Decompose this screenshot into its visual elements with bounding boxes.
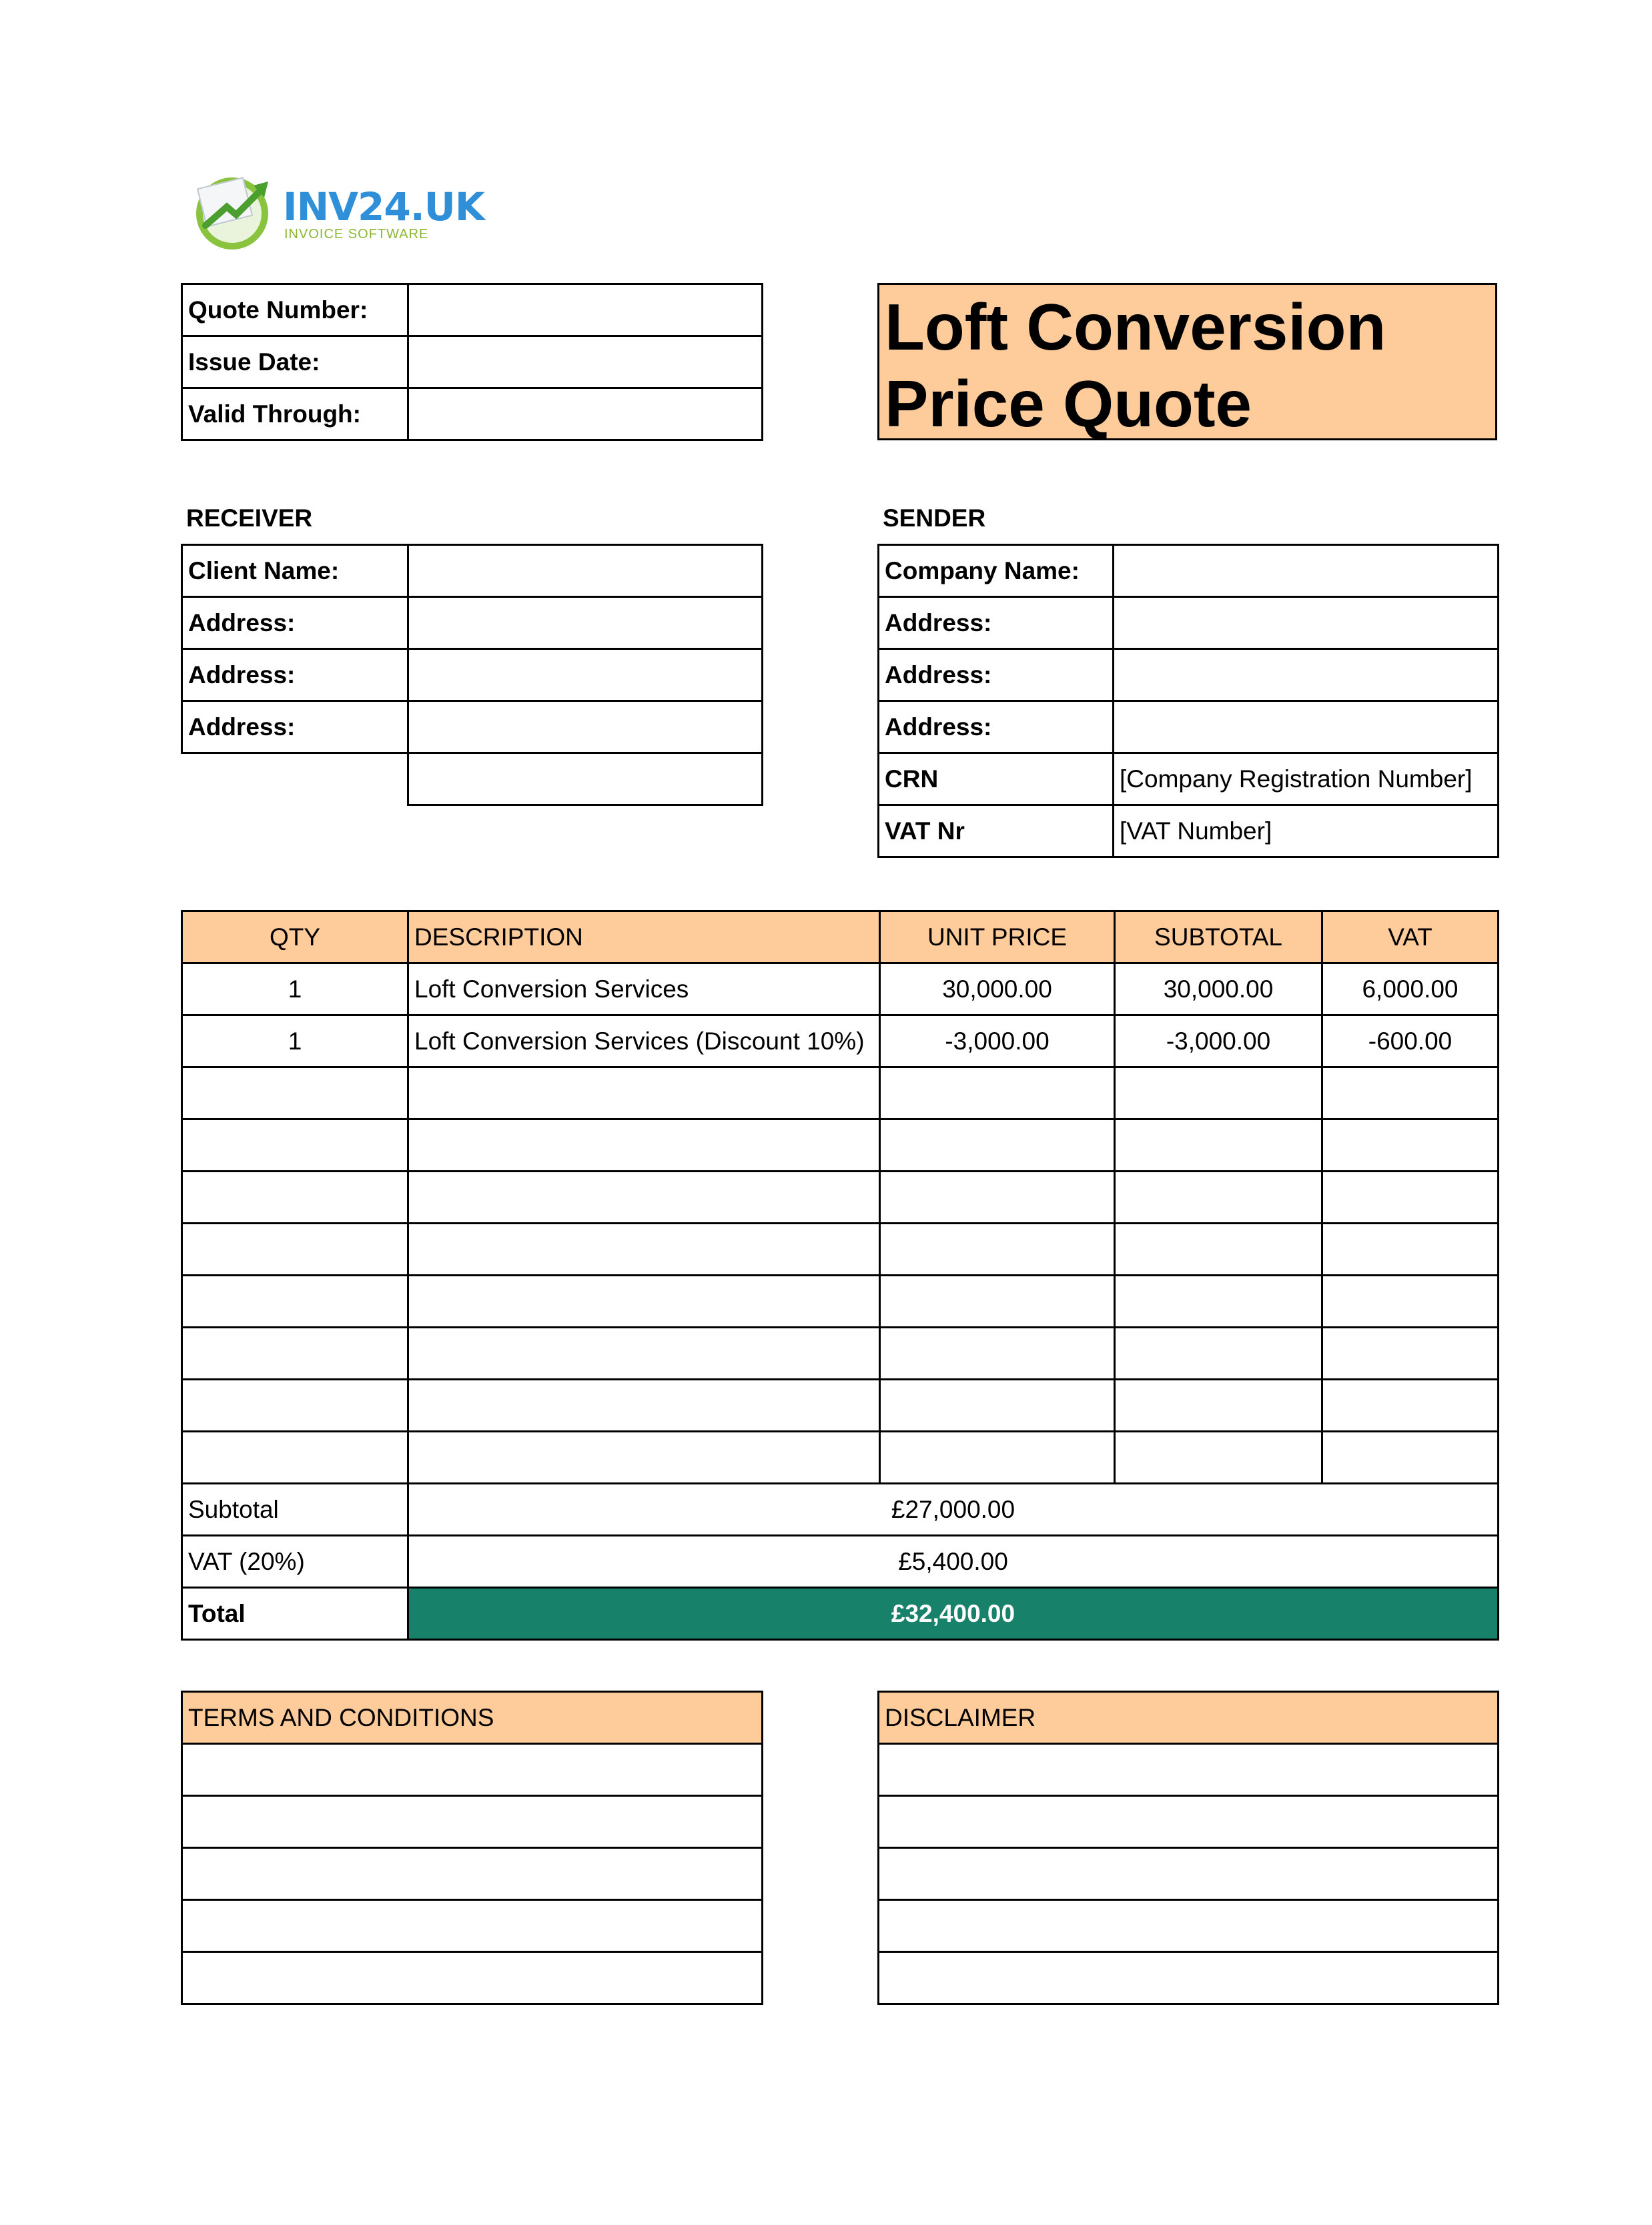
table-row [182, 1276, 1499, 1328]
receiver-address-label: Address: [182, 701, 408, 753]
description-cell[interactable] [408, 1276, 880, 1328]
sender-heading: SENDER [883, 504, 986, 532]
unit-price-cell[interactable] [880, 1432, 1115, 1484]
subtotal-cell[interactable] [1115, 1380, 1322, 1432]
subtotal-row [182, 1484, 1499, 1536]
description-column-header: DESCRIPTION [408, 911, 880, 963]
vat-cell[interactable] [1322, 1380, 1499, 1432]
description-cell[interactable]: Loft Conversion Services (Discount 10%) [408, 1015, 880, 1067]
vat-nr-label: VAT Nr [879, 805, 1114, 857]
table-row [182, 1224, 1499, 1276]
disclaimer-line[interactable] [879, 1796, 1499, 1848]
subtotal-column-header: SUBTOTAL [1115, 911, 1322, 963]
sender-address-field[interactable] [1114, 597, 1499, 649]
total-value: £32,400.00 [408, 1588, 1499, 1640]
sender-row [879, 597, 1499, 649]
client-name-field[interactable] [408, 545, 763, 597]
valid-through-label: Valid Through: [182, 388, 408, 440]
unit-price-cell[interactable] [880, 1328, 1115, 1380]
company-name-label: Company Name: [879, 545, 1114, 597]
subtotal-cell[interactable]: 30,000.00 [1115, 963, 1322, 1015]
unit-price-cell[interactable] [880, 1276, 1115, 1328]
receiver-blank-label [182, 753, 408, 805]
vat-cell[interactable] [1322, 1172, 1499, 1224]
sender-row [879, 649, 1499, 701]
subtotal-label: Subtotal [182, 1484, 408, 1536]
sender-address-label: Address: [879, 649, 1114, 701]
sender-table [877, 544, 1499, 858]
receiver-row [182, 753, 763, 805]
unit-price-cell[interactable] [880, 1120, 1115, 1172]
vat-cell[interactable] [1322, 1224, 1499, 1276]
crn-field[interactable]: [Company Registration Number] [1114, 753, 1499, 805]
line-items-table [181, 910, 1499, 1641]
unit-price-cell[interactable] [880, 1380, 1115, 1432]
receiver-row [182, 597, 763, 649]
receiver-table [181, 544, 763, 806]
disclaimer-line[interactable] [879, 1744, 1499, 1796]
vat-cell[interactable] [1322, 1276, 1499, 1328]
table-row [182, 1432, 1499, 1484]
table-row [182, 1328, 1499, 1380]
terms-table [181, 1691, 763, 2005]
qty-cell[interactable] [182, 1380, 408, 1432]
sender-address-label: Address: [879, 597, 1114, 649]
valid-through-field[interactable] [408, 388, 763, 440]
qty-cell[interactable] [182, 1276, 408, 1328]
disclaimer-table [877, 1691, 1499, 2005]
client-name-label: Client Name: [182, 545, 408, 597]
issue-date-row [182, 336, 763, 388]
receiver-heading: RECEIVER [186, 504, 313, 532]
subtotal-cell[interactable] [1115, 1276, 1322, 1328]
items-header-row [182, 911, 1499, 963]
table-row [182, 1172, 1499, 1224]
quote-number-field[interactable] [408, 284, 763, 336]
company-logo [192, 172, 484, 252]
table-row [182, 1380, 1499, 1432]
vat-value: £5,400.00 [408, 1536, 1499, 1588]
vat-label: VAT (20%) [182, 1536, 408, 1588]
table-row [182, 963, 1499, 1015]
unit-price-cell[interactable]: 30,000.00 [880, 963, 1115, 1015]
sender-row [879, 805, 1499, 857]
description-cell[interactable] [408, 1120, 880, 1172]
unit-price-cell[interactable] [880, 1172, 1115, 1224]
table-row [182, 1067, 1499, 1120]
receiver-extra-field[interactable] [408, 753, 763, 805]
qty-cell[interactable]: 1 [182, 1015, 408, 1067]
subtotal-cell[interactable] [1115, 1328, 1322, 1380]
company-name-field[interactable] [1114, 545, 1499, 597]
subtotal-cell[interactable] [1115, 1224, 1322, 1276]
qty-cell[interactable] [182, 1432, 408, 1484]
issue-date-label: Issue Date: [182, 336, 408, 388]
receiver-address-label: Address: [182, 649, 408, 701]
vat-row [182, 1536, 1499, 1588]
receiver-address-field[interactable] [408, 701, 763, 753]
unit-price-cell[interactable] [880, 1067, 1115, 1120]
description-cell[interactable] [408, 1172, 880, 1224]
terms-line[interactable] [182, 1848, 763, 1900]
quote-info-table [181, 283, 763, 441]
sender-row [879, 753, 1499, 805]
logo-emblem-icon [192, 172, 278, 251]
receiver-row [182, 701, 763, 753]
sender-address-label: Address: [879, 701, 1114, 753]
quote-number-row [182, 284, 763, 336]
receiver-row [182, 545, 763, 597]
subtotal-value: £27,000.00 [408, 1484, 1499, 1536]
issue-date-field[interactable] [408, 336, 763, 388]
sender-address-field[interactable] [1114, 649, 1499, 701]
logo-brand-text: INV24.UK [283, 184, 484, 230]
subtotal-cell[interactable] [1115, 1120, 1322, 1172]
table-row [182, 1120, 1499, 1172]
table-row [182, 1015, 1499, 1067]
terms-line[interactable] [182, 1900, 763, 1952]
qty-cell[interactable] [182, 1172, 408, 1224]
vat-cell[interactable]: -600.00 [1322, 1015, 1499, 1067]
vat-cell[interactable] [1322, 1328, 1499, 1380]
qty-cell[interactable] [182, 1224, 408, 1276]
logo-tagline-text: INVOICE SOFTWARE [284, 227, 429, 242]
document-title: Loft Conversion Price Quote [877, 283, 1497, 440]
total-label: Total [182, 1588, 408, 1640]
terms-line[interactable] [182, 1796, 763, 1848]
sender-address-field[interactable] [1114, 701, 1499, 753]
quote-number-label: Quote Number: [182, 284, 408, 336]
subtotal-cell[interactable] [1115, 1432, 1322, 1484]
vat-cell[interactable] [1322, 1120, 1499, 1172]
sender-row [879, 701, 1499, 753]
vat-cell[interactable] [1322, 1067, 1499, 1120]
qty-cell[interactable] [182, 1120, 408, 1172]
description-cell[interactable] [408, 1432, 880, 1484]
qty-column-header: QTY [182, 911, 408, 963]
subtotal-cell[interactable] [1115, 1067, 1322, 1120]
qty-cell[interactable] [182, 1067, 408, 1120]
vat-cell[interactable] [1322, 1432, 1499, 1484]
qty-cell[interactable] [182, 1328, 408, 1380]
unit-price-column-header: UNIT PRICE [880, 911, 1115, 963]
vat-cell[interactable]: 6,000.00 [1322, 963, 1499, 1015]
receiver-address-field[interactable] [408, 597, 763, 649]
disclaimer-line[interactable] [879, 1952, 1499, 2004]
subtotal-cell[interactable] [1115, 1172, 1322, 1224]
disclaimer-line[interactable] [879, 1848, 1499, 1900]
unit-price-cell[interactable]: -3,000.00 [880, 1015, 1115, 1067]
sender-row [879, 545, 1499, 597]
terms-line[interactable] [182, 1744, 763, 1796]
valid-through-row [182, 388, 763, 440]
vat-column-header: VAT [1322, 911, 1499, 963]
description-cell[interactable] [408, 1067, 880, 1120]
disclaimer-heading: DISCLAIMER [879, 1692, 1499, 1744]
receiver-address-field[interactable] [408, 649, 763, 701]
total-row [182, 1588, 1499, 1640]
subtotal-cell[interactable]: -3,000.00 [1115, 1015, 1322, 1067]
unit-price-cell[interactable] [880, 1224, 1115, 1276]
crn-label: CRN [879, 753, 1114, 805]
qty-cell[interactable]: 1 [182, 963, 408, 1015]
description-cell[interactable] [408, 1224, 880, 1276]
disclaimer-line[interactable] [879, 1900, 1499, 1952]
receiver-row [182, 649, 763, 701]
description-cell[interactable] [408, 1380, 880, 1432]
description-cell[interactable]: Loft Conversion Services [408, 963, 880, 1015]
vat-nr-field[interactable]: [VAT Number] [1114, 805, 1499, 857]
terms-heading: TERMS AND CONDITIONS [182, 1692, 763, 1744]
description-cell[interactable] [408, 1328, 880, 1380]
terms-line[interactable] [182, 1952, 763, 2004]
receiver-address-label: Address: [182, 597, 408, 649]
